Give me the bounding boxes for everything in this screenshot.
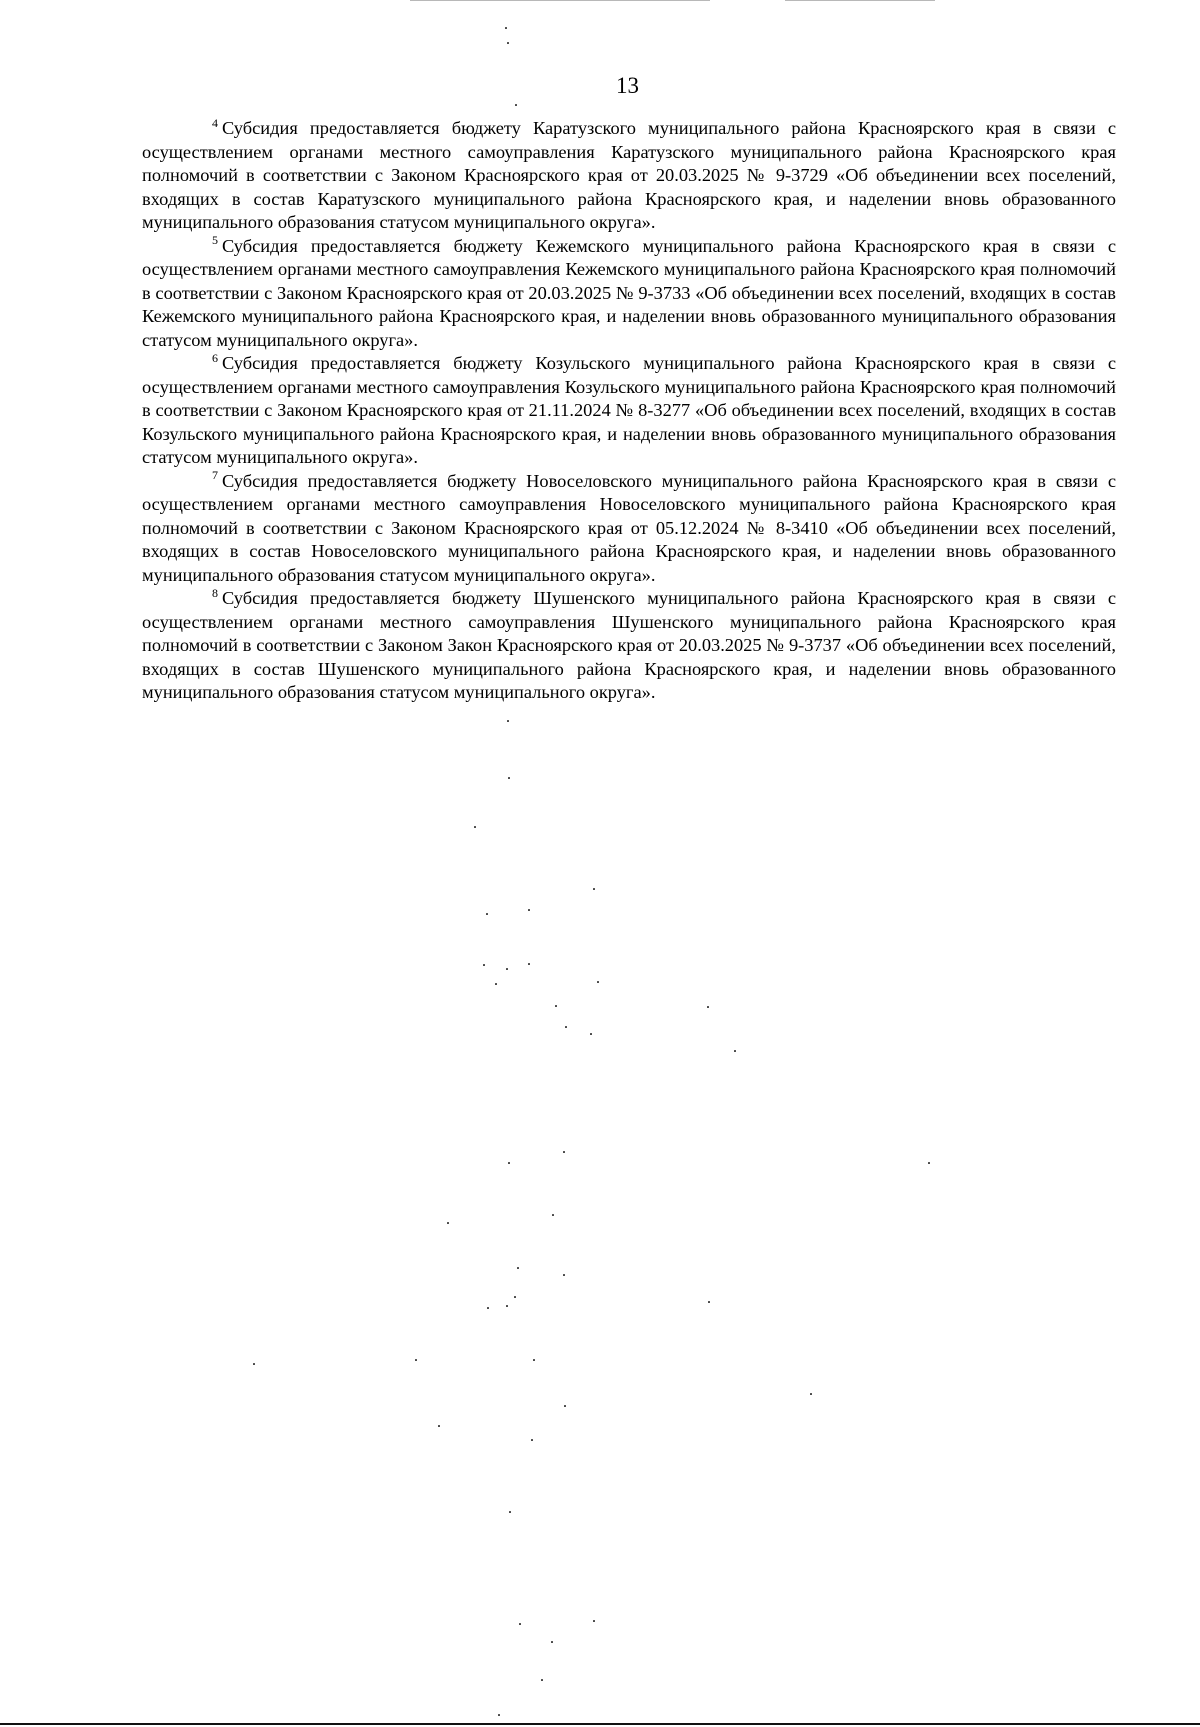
scan-speck — [565, 1026, 567, 1028]
scan-speck — [514, 1296, 516, 1298]
scan-speck — [928, 1162, 930, 1164]
scan-speck — [551, 1641, 553, 1643]
scan-speck — [563, 1151, 565, 1153]
scan-speck — [528, 963, 530, 965]
scan-speck — [505, 27, 507, 29]
scan-speck — [447, 1222, 449, 1224]
scan-speck — [507, 720, 509, 722]
scan-speck — [517, 1267, 519, 1269]
scan-speck — [495, 983, 497, 985]
scan-speck — [563, 1274, 565, 1276]
scan-speck — [541, 1679, 543, 1681]
footnote-text: Субсидия предоставляется бюджету Новоселовского муниципального района Красноярского края в связи с осуществлением органами местного самоуправления Новоселовского муниципального района Красноярского края полномочий в соответствии с Законом Красноярского края от 05.12.2024 № 8-3410 «Об объединении всех поселений, входящих в состав Новоселовского муниципального района Красноярского края, и наделении вновь образованного муниципального образования статусом муниципального округа». — [142, 470, 1116, 585]
footnotes-block — [142, 117, 1116, 705]
scan-speck — [597, 981, 599, 983]
footnote-8 — [142, 587, 1116, 705]
scan-speck — [531, 1439, 533, 1441]
footnote-text: Субсидия предоставляется бюджету Козульского муниципального района Красноярского края в связи с осуществлением органами местного самоуправления Козульского муниципального района Красноярского края полномочий в соответствии с Законом Красноярского края от 21.11.2024 № 8-3277 «Об объединении всех поселений, входящих в состав Козульского муниципального района Красноярского края, и наделении вновь образованного муниципального образования статусом муниципального округа». — [142, 353, 1116, 467]
scan-speck — [474, 826, 476, 828]
footnote-6 — [142, 352, 1116, 470]
scan-speck — [533, 1359, 535, 1361]
scan-speck — [708, 1301, 710, 1303]
scan-speck — [707, 1006, 709, 1008]
scan-speck — [438, 1425, 440, 1427]
footnote-7 — [142, 470, 1116, 588]
scan-speck — [593, 1620, 595, 1622]
footnote-4 — [142, 117, 1116, 235]
scan-speck — [506, 1305, 508, 1307]
scan-edge-line — [785, 0, 935, 1]
footnote-5 — [142, 235, 1116, 353]
scan-speck — [590, 1033, 592, 1035]
footnote-marker: 7 — [212, 468, 218, 483]
page-number: 13 — [616, 73, 639, 98]
scan-speck — [528, 909, 530, 911]
footnote-marker: 5 — [212, 233, 218, 248]
scan-speck — [555, 1005, 557, 1007]
scan-speck — [508, 777, 510, 779]
scan-speck — [506, 968, 508, 970]
scan-speck — [498, 1714, 500, 1716]
scan-edge-line — [410, 0, 710, 1]
footnote-text: Субсидия предоставляется бюджету Шушенского муниципального района Красноярского края в связи с осуществлением органами местного самоуправления Шушенского муниципального района Красноярского края полномочий в соответствии с Законом Закон Красноярского края от 20.03.2025 № 9-3737 «Об объединении всех поселений, входящих в состав Шушенского муниципального района Красноярского края, и наделении вновь образованного муниципального образования статусом муниципального округа». — [142, 588, 1116, 702]
scan-speck — [515, 104, 517, 106]
scan-speck — [507, 42, 509, 44]
scan-edge-line — [0, 1723, 1200, 1725]
scan-speck — [415, 1359, 417, 1361]
scan-speck — [486, 913, 488, 915]
footnote-marker: 8 — [212, 585, 218, 600]
footnote-marker: 4 — [212, 115, 218, 130]
scan-speck — [509, 1511, 511, 1513]
scan-speck — [593, 888, 595, 890]
scan-speck — [519, 1623, 521, 1625]
scan-speck — [487, 1307, 489, 1309]
footnote-marker: 6 — [212, 350, 218, 365]
scan-speck — [483, 964, 485, 966]
scan-speck — [552, 1214, 554, 1216]
scan-speck — [253, 1363, 255, 1365]
footnote-text: Субсидия предоставляется бюджету Кежемского муниципального района Красноярского края в связи с осуществлением органами местного самоуправления Кежемского муниципального района Красноярского края полномочий в соответствии с Законом Красноярского края от 20.03.2025 № 9-3733 «Об объединении всех поселений, входящих в состав Кежемского муниципального района Красноярского края, и наделении вновь образованного муниципального образования статусом муниципального округа». — [142, 235, 1116, 350]
scan-speck — [734, 1050, 736, 1052]
scan-speck — [508, 1162, 510, 1164]
scan-speck — [810, 1393, 812, 1395]
scan-speck — [564, 1405, 566, 1407]
footnote-text: Субсидия предоставляется бюджету Каратузского муниципального района Красноярского края в связи с осуществлением органами местного самоуправления Каратузского муниципального района Красноярского края полномочий в соответствии с Законом Красноярского края от 20.03.2025 № 9-3729 «Об объединении всех поселений, входящих в состав Каратузского муниципального района Красноярского края, и наделении вновь образованного муниципального образования статусом муниципального округа». — [142, 118, 1116, 232]
